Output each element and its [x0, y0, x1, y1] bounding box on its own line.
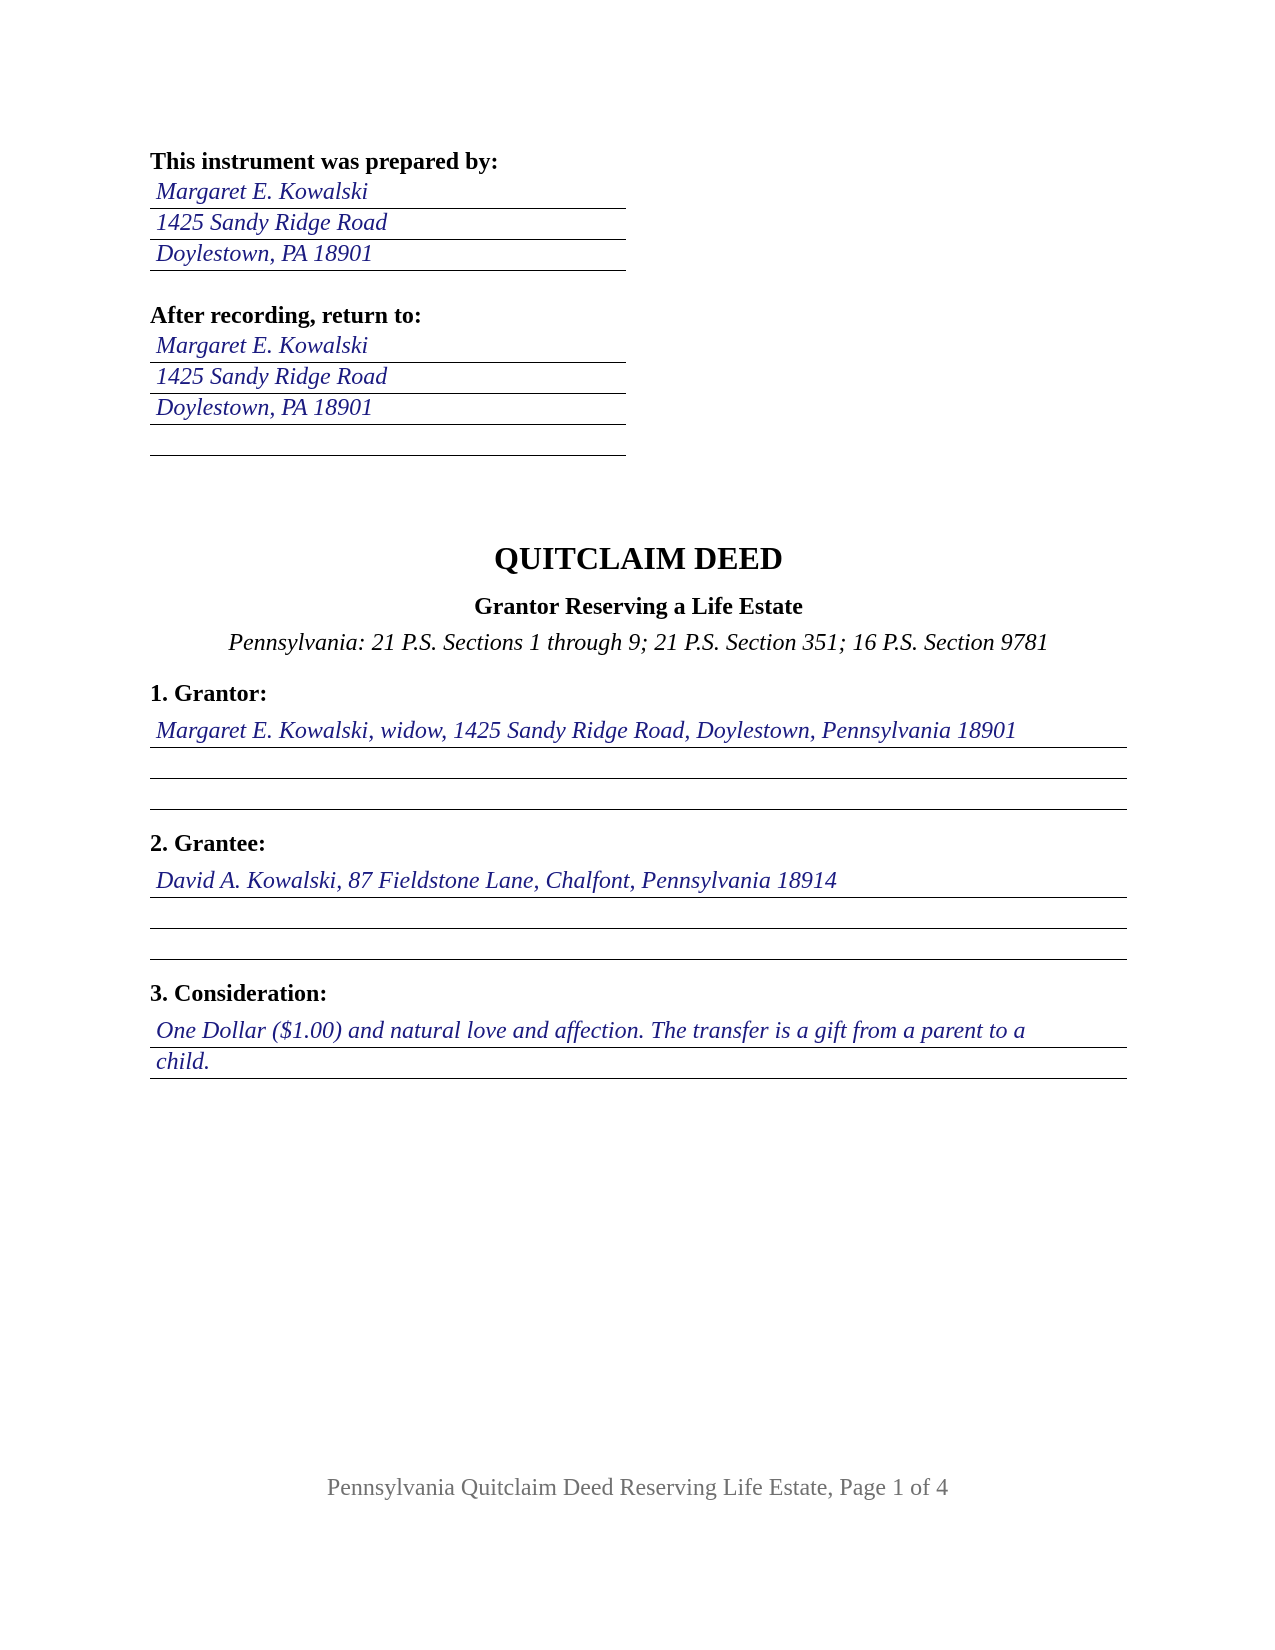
return-to-city: Doylestown, PA 18901: [156, 395, 374, 421]
grantor-label: 1. Grantor:: [150, 681, 268, 707]
prepared-by-name: Margaret E. Kowalski: [156, 179, 369, 205]
grantee-label: 2. Grantee:: [150, 831, 266, 857]
prepared-by-city: Doylestown, PA 18901: [156, 241, 374, 267]
grantor-line-2-field[interactable]: [150, 748, 1127, 779]
page-footer: Pennsylvania Quitclaim Deed Reserving Life Estate, Page 1 of 4: [326, 1475, 949, 1501]
document-subtitle: Grantor Reserving a Life Estate: [474, 594, 803, 620]
grantee-line-1-field[interactable]: [150, 867, 1127, 898]
prepared-by-street-field[interactable]: [150, 209, 626, 240]
grantor-line-3-field[interactable]: [150, 779, 1127, 810]
return-to-extra-field[interactable]: [150, 425, 626, 456]
return-to-name: Margaret E. Kowalski: [156, 333, 369, 359]
document-title: QUITCLAIM DEED: [494, 540, 783, 576]
return-to-street: 1425 Sandy Ridge Road: [156, 364, 388, 390]
prepared-by-city-field[interactable]: [150, 240, 626, 271]
prepared-by-label: This instrument was prepared by:: [150, 149, 499, 175]
grantee-line-2-field[interactable]: [150, 898, 1127, 929]
grantee-line-1: David A. Kowalski, 87 Fieldstone Lane, Chalfont, Pennsylvania 18914: [156, 868, 837, 894]
prepared-by-street: 1425 Sandy Ridge Road: [156, 210, 388, 236]
grantee-line-3-field[interactable]: [150, 929, 1127, 960]
prepared-by-name-field[interactable]: [150, 178, 626, 209]
consideration-line-1: One Dollar ($1.00) and natural love and affection. The transfer is a gift from a parent to a: [156, 1018, 1026, 1044]
return-to-label: After recording, return to:: [150, 303, 422, 329]
grantor-line-1-field[interactable]: [150, 717, 1127, 748]
return-to-city-field[interactable]: [150, 394, 626, 425]
consideration-line-2-field[interactable]: [150, 1048, 1127, 1079]
consideration-line-1-field[interactable]: [150, 1017, 1127, 1048]
consideration-label: 3. Consideration:: [150, 981, 328, 1007]
return-to-street-field[interactable]: [150, 363, 626, 394]
statute-citation: Pennsylvania: 21 P.S. Sections 1 through 9; 21 P.S. Section 351; 16 P.S. Section 9781: [228, 630, 1049, 656]
return-to-name-field[interactable]: [150, 332, 626, 363]
grantor-line-1: Margaret E. Kowalski, widow, 1425 Sandy Ridge Road, Doylestown, Pennsylvania 18901: [156, 718, 1018, 744]
consideration-line-2: child.: [156, 1049, 210, 1075]
